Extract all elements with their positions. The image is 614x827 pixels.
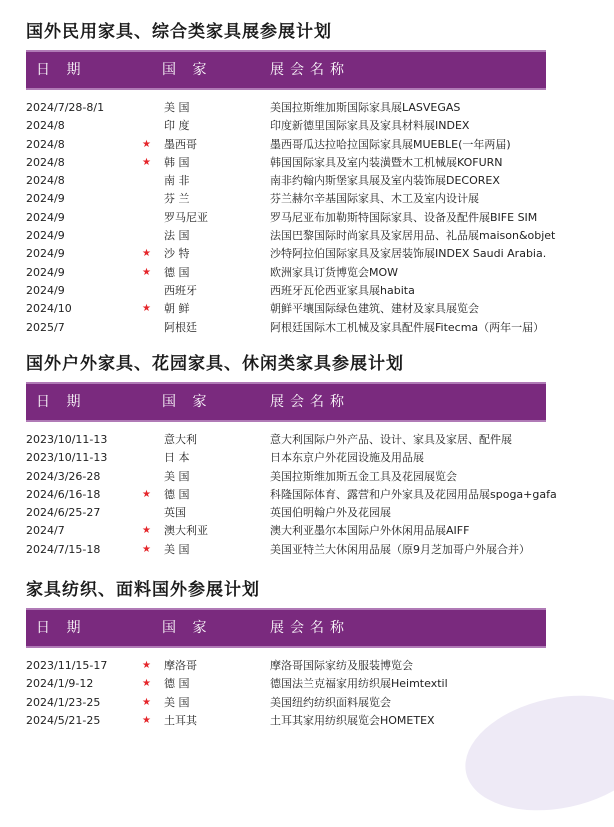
star-icon: ★ xyxy=(142,248,151,260)
country-cell: 墨西哥 xyxy=(164,137,197,151)
star-icon: ★ xyxy=(142,303,151,315)
table-row xyxy=(26,449,546,467)
fair-name-cell: 阿根廷国际木工机械及家具配件展Fitecma（两年一届） xyxy=(270,320,545,334)
date-cell: 2024/1/9-12 xyxy=(26,677,94,691)
date-cell: 2024/9 xyxy=(26,265,65,279)
table-row xyxy=(26,190,546,208)
date-cell: 2024/8 xyxy=(26,137,65,151)
fair-name-cell: 欧洲家具订货博览会MOW xyxy=(270,265,399,279)
fair-name-cell: 韩国国际家具及室内装潢暨木工机械展KOFURN xyxy=(270,155,503,169)
country-cell: 美 国 xyxy=(164,542,190,556)
country-cell: 美 国 xyxy=(164,101,190,114)
date-cell: 2024/9 xyxy=(26,210,65,224)
header-country: 国 家 xyxy=(162,394,213,410)
table-row xyxy=(26,468,546,486)
table-row xyxy=(26,227,556,245)
header-date: 日 期 xyxy=(36,394,87,410)
date-cell: 2024/7/15-18 xyxy=(26,542,101,556)
table-row xyxy=(26,486,557,504)
fair-name-cell: 墨西哥瓜达拉哈拉国际家具展MUEBLE(一年两届) xyxy=(270,137,511,151)
date-cell: 2024/7/28-8/1 xyxy=(26,101,105,114)
fair-name-cell: 摩洛哥国际家纺及服装博览会 xyxy=(270,659,413,672)
date-cell: 2023/10/11-13 xyxy=(26,451,108,465)
country-cell: 德 国 xyxy=(164,677,190,691)
table-row xyxy=(26,694,546,712)
date-cell: 2024/9 xyxy=(26,192,65,206)
table-row xyxy=(26,245,546,263)
country-cell: 土耳其 xyxy=(164,713,197,727)
country-cell: 美 国 xyxy=(164,695,190,709)
country-cell: 澳大利亚 xyxy=(164,524,208,538)
table-row xyxy=(26,282,546,300)
table-row xyxy=(26,712,546,730)
table-header xyxy=(26,50,546,90)
date-cell: 2024/10 xyxy=(26,302,72,316)
fair-name-cell: 美国亚特兰大休闲用品展（原9月芝加哥户外展合并） xyxy=(270,542,530,556)
country-cell: 芬 兰 xyxy=(164,192,190,206)
table-row xyxy=(26,675,546,693)
country-cell: 阿根廷 xyxy=(164,320,197,334)
section-title: 国外户外家具、花园家具、休闲类家具参展计划 xyxy=(26,354,404,374)
star-icon: ★ xyxy=(142,138,151,150)
fair-name-cell: 法国巴黎国际时尚家具及家居用品、礼品展maison&objet xyxy=(270,229,556,243)
date-cell: 2023/10/11-13 xyxy=(26,433,108,446)
fair-name-cell: 土耳其家用纺织展览会HOMETEX xyxy=(270,713,435,727)
country-cell: 印 度 xyxy=(164,119,190,133)
star-icon: ★ xyxy=(142,696,151,708)
date-cell: 2024/5/21-25 xyxy=(26,713,101,727)
star-icon: ★ xyxy=(142,678,151,690)
date-cell: 2024/6/25-27 xyxy=(26,506,101,520)
table-row xyxy=(26,264,546,282)
header-country: 国 家 xyxy=(162,620,213,636)
section-title: 国外民用家具、综合类家具展参展计划 xyxy=(26,22,332,42)
section-indoor-furniture xyxy=(26,20,556,337)
star-icon: ★ xyxy=(142,488,151,500)
section-textile xyxy=(26,578,546,730)
fair-name-cell: 印度新德里国际家具及家具材料展INDEX xyxy=(270,119,470,133)
date-cell: 2023/11/15-17 xyxy=(26,659,108,672)
fair-name-cell: 芬兰赫尔辛基国际家具、木工及室内设计展 xyxy=(270,192,479,206)
date-cell: 2024/8 xyxy=(26,174,65,188)
country-cell: 德 国 xyxy=(164,487,190,501)
fair-name-cell: 美国拉斯维加斯五金工具及花园展览会 xyxy=(270,469,457,483)
header-date: 日 期 xyxy=(36,620,87,636)
star-icon: ★ xyxy=(142,266,151,278)
star-icon: ★ xyxy=(142,525,151,537)
date-cell: 2024/9 xyxy=(26,229,65,243)
table-row xyxy=(26,172,546,190)
table-row xyxy=(26,300,546,318)
date-cell: 2025/7 xyxy=(26,320,65,334)
table-row xyxy=(26,99,546,117)
fair-name-cell: 意大利国际户外产品、设计、家具及家居、配件展 xyxy=(270,433,512,446)
country-cell: 西班牙 xyxy=(164,283,197,297)
country-cell: 南 非 xyxy=(164,174,190,188)
date-cell: 2024/1/23-25 xyxy=(26,695,101,709)
date-cell: 2024/8 xyxy=(26,155,65,169)
date-cell: 2024/7 xyxy=(26,524,65,538)
fair-name-cell: 澳大利亚墨尔本国际户外休闲用品展AIFF xyxy=(270,524,470,538)
country-cell: 韩 国 xyxy=(164,155,190,169)
country-cell: 法 国 xyxy=(164,229,190,243)
date-cell: 2024/9 xyxy=(26,247,65,261)
country-cell: 摩洛哥 xyxy=(164,659,197,672)
header-date: 日 期 xyxy=(36,62,87,78)
table-row xyxy=(26,209,546,227)
fair-name-cell: 德国法兰克福家用纺织展Heimtextil xyxy=(270,677,448,691)
table-row xyxy=(26,117,546,135)
country-cell: 美 国 xyxy=(164,469,190,483)
table-row xyxy=(26,136,546,154)
star-icon: ★ xyxy=(142,156,151,168)
table-row xyxy=(26,541,546,559)
header-fair: 展会名称 xyxy=(270,394,350,410)
fair-name-cell: 英国伯明翰户外及花园展 xyxy=(270,506,391,520)
table-body xyxy=(26,657,546,730)
section-title: 家具纺织、面料国外参展计划 xyxy=(26,580,260,600)
header-fair: 展会名称 xyxy=(270,62,350,78)
table-row xyxy=(26,504,546,522)
fair-name-cell: 南非约翰内斯堡家具展及室内装饰展DECOREX xyxy=(270,174,500,188)
country-cell: 意大利 xyxy=(164,433,197,446)
country-cell: 沙 特 xyxy=(164,247,190,261)
fair-name-cell: 罗马尼亚布加勒斯特国际家具、设备及配件展BIFE SIM xyxy=(270,210,538,224)
section-outdoor-furniture xyxy=(26,352,557,559)
country-cell: 英国 xyxy=(164,506,186,520)
header-fair: 展会名称 xyxy=(270,620,350,636)
country-cell: 日 本 xyxy=(164,451,190,465)
date-cell: 2024/6/16-18 xyxy=(26,487,101,501)
country-cell: 朝 鲜 xyxy=(164,302,190,316)
table-row xyxy=(26,522,546,540)
fair-name-cell: 沙特阿拉伯国际家具及家居装饰展INDEX Saudi Arabia. xyxy=(270,247,547,261)
date-cell: 2024/3/26-28 xyxy=(26,469,101,483)
star-icon: ★ xyxy=(142,543,151,555)
fair-name-cell: 美国拉斯维加斯国际家具展LASVEGAS xyxy=(270,101,461,114)
fair-name-cell: 日本东京户外花园设施及用品展 xyxy=(270,451,424,465)
star-icon: ★ xyxy=(142,660,151,671)
fair-name-cell: 西班牙瓦伦西亚家具展habita xyxy=(270,283,415,297)
table-row xyxy=(26,154,546,172)
fair-name-cell: 科隆国际体育、露营和户外家具及花园用品展spoga+gafa xyxy=(270,487,557,501)
country-cell: 罗马尼亚 xyxy=(164,210,208,224)
table-row xyxy=(26,657,546,675)
table-row xyxy=(26,319,546,337)
fair-name-cell: 朝鲜平壤国际绿色建筑、建材及家具展览会 xyxy=(270,302,479,316)
date-cell: 2024/8 xyxy=(26,119,65,133)
country-cell: 德 国 xyxy=(164,265,190,279)
table-header xyxy=(26,608,546,648)
date-cell: 2024/9 xyxy=(26,283,65,297)
star-icon: ★ xyxy=(142,714,151,726)
fair-name-cell: 美国纽约纺织面料展览会 xyxy=(270,695,391,709)
table-row xyxy=(26,431,546,449)
table-header xyxy=(26,382,546,422)
table-body xyxy=(26,99,556,337)
table-body xyxy=(26,431,557,559)
header-country: 国 家 xyxy=(162,62,213,78)
